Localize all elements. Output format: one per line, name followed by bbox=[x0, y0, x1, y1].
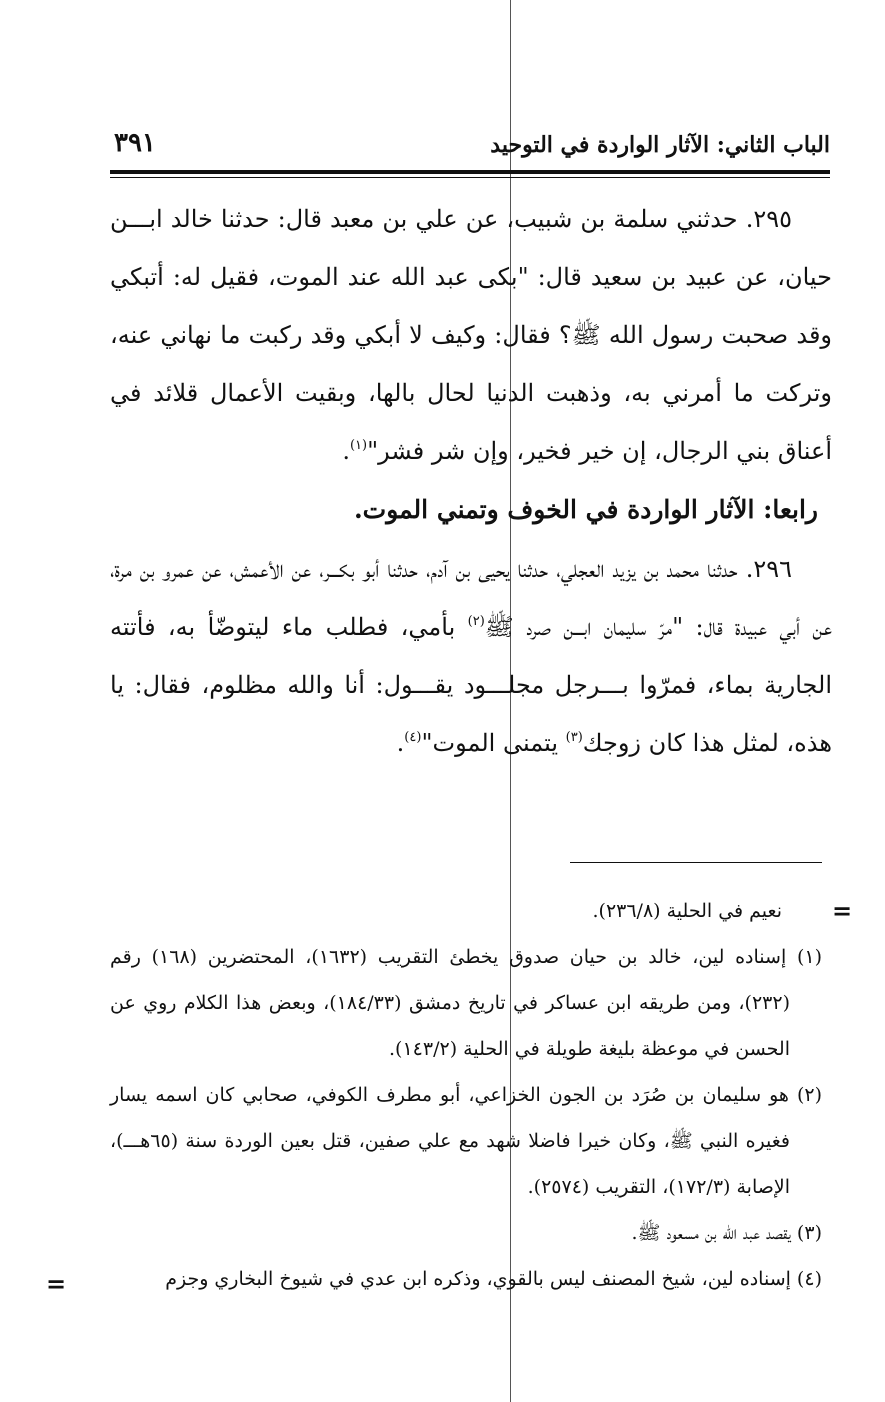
footnote-ref-3[interactable]: (٣) bbox=[565, 730, 583, 745]
footnote-continued: نعيم في الحلية (٢٣٦/٨). bbox=[592, 900, 782, 922]
footnote-separator bbox=[570, 862, 822, 863]
chapter-title: الباب الثاني: الآثار الواردة في التوحيد bbox=[490, 132, 830, 158]
paragraph-295-text: ٢٩٥. حدثني سلمة بن شبيب، عن علي بن معبد قال: حدثنا خالد ابـــن حيان، عن عبيد بن سعيد قال: "بكى عبد الله عند الموت، فقيل له: أتبكي وقد صحبت رسول الله ﷺ؟ فقال: وكيف لا أبكي وقد ركبت ما نهاني عنه، وتركت ما أمرني به، وذهبت الدنيا لحال بالها، وبقيت الأعمال قلائد في أعناق بني الرجال، إن خير فخير، وإن شر فشر" bbox=[110, 205, 833, 465]
page-header bbox=[110, 128, 830, 168]
footnote-3: (٣) يقصد عبد الله بن مسعود ﷺ. bbox=[631, 1222, 822, 1244]
page-number: ٣٩١ bbox=[114, 128, 156, 158]
paragraph-296-text-b: بأمي، فطلب ماء ليتوضّأ به، فأتته الجارية بماء، فمرّوا بـــرجل مجلـــود يقـــول: أنا والله مظلوم، فقال: يا هذه، لمثل هذا كان زوجك bbox=[110, 613, 832, 757]
paragraph-296-text-a: ٢٩٦. حدثنا محمد بن يزيد العجلي، حدثنا يحيى بن آدم، حدثنا أبو بكـــر، عن الأعمش، عن عمرو بن مرة، عن أبي عبيدة قال: "مرّ سليمان ابـــن صرد ﷺ bbox=[110, 555, 833, 641]
continues-mark: = bbox=[46, 1270, 67, 1298]
footnote-2: (٢) هو سليمان بن صُرَد بن الجون الخزاعي، أبو مطرف الكوفي، صحابي كان اسمه يسار فغيره النبي ﷺ، وكان خيرا فاضلا شهد مع علي صفين، قتل بعين الوردة سنة (٦٥هـــ)، الإصابة (١٧٢/٣)، التقريب (٢٥٧٤). bbox=[110, 1084, 822, 1198]
section-heading: رابعا: الآثار الواردة في الخوف وتمني الموت. bbox=[353, 495, 818, 524]
header-rule-thin bbox=[110, 177, 830, 178]
continuation-mark: = bbox=[832, 897, 853, 925]
footnotes bbox=[110, 888, 822, 1302]
paragraph-295-end: . bbox=[342, 437, 350, 465]
footnote-ref-4[interactable]: (٤) bbox=[404, 730, 422, 745]
main-text bbox=[110, 190, 832, 772]
paragraph-296-end: . bbox=[396, 729, 405, 757]
footnote-4: (٤) إسناده لين، شيخ المصنف ليس بالقوي، وذكره ابن عدي في شيوخ البخاري وجزم bbox=[165, 1268, 822, 1290]
paragraph-295 bbox=[110, 190, 832, 480]
footnote-1: (١) إسناده لين، خالد بن حيان صدوق يخطئ التقريب (١٦٣٢)، المحتضرين (١٦٨) رقم (٢٣٢)، ومن طريقه ابن عساكر في تاريخ دمشق (١٨٤/٣٣)، وبعض هذا الكلام روي عن الحسن في موعظة بليغة طويلة في الحلية (١٤٣/٢). bbox=[110, 946, 822, 1060]
paragraph-296 bbox=[110, 540, 832, 772]
footnote-ref-1[interactable]: (١) bbox=[349, 438, 368, 453]
header-rule-thick bbox=[110, 170, 830, 174]
footnote-ref-2[interactable]: (٢) bbox=[467, 614, 485, 629]
paragraph-296-text-c: يتمنى الموت" bbox=[421, 729, 566, 757]
